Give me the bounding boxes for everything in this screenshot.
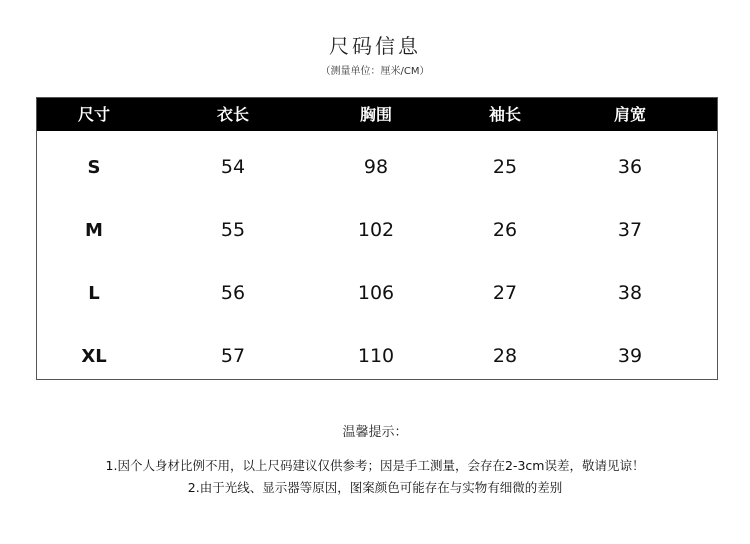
table-row <box>37 325 717 388</box>
tip-note: 1.因个人身材比例不用，以上尺码建议仅供参考；因是手工测量，会存在2-3cm误差，敬请见谅！ <box>105 458 645 473</box>
header-chest: 胸围 <box>359 105 392 124</box>
cell-chest: 110 <box>357 345 395 367</box>
cell-size: M <box>85 220 103 241</box>
cell-chest: 106 <box>357 282 395 304</box>
cell-size: S <box>87 157 101 178</box>
page-title: 尺码信息 <box>329 34 421 58</box>
tip-note: 2.由于光线、显示器等原因，图案颜色可能存在与实物有细微的差别 <box>187 480 563 495</box>
header-size: 尺寸 <box>77 105 110 124</box>
header-sleeve: 袖长 <box>488 105 521 124</box>
measurement-unit-note: （测量单位：厘米/CM） <box>320 66 430 77</box>
cell-shoulder: 38 <box>617 282 643 304</box>
cell-length: 57 <box>220 345 246 367</box>
table-row <box>37 262 717 325</box>
cell-shoulder: 39 <box>617 345 643 367</box>
cell-size: L <box>88 283 100 304</box>
size-chart-table <box>36 97 718 380</box>
cell-sleeve: 27 <box>492 282 518 304</box>
table-row <box>37 199 717 262</box>
cell-size: XL <box>81 346 107 367</box>
cell-chest: 98 <box>363 156 389 178</box>
cell-shoulder: 36 <box>617 156 643 178</box>
header-length: 衣长 <box>216 105 249 124</box>
cell-length: 54 <box>220 156 246 178</box>
cell-sleeve: 28 <box>492 345 518 367</box>
table-header <box>37 98 717 131</box>
cell-length: 56 <box>220 282 246 304</box>
cell-shoulder: 37 <box>617 219 643 241</box>
cell-sleeve: 26 <box>492 219 518 241</box>
table-row <box>37 136 717 199</box>
cell-length: 55 <box>220 219 246 241</box>
tips-heading: 温馨提示： <box>342 425 408 440</box>
header-shoulder: 肩宽 <box>613 105 646 124</box>
cell-chest: 102 <box>357 219 395 241</box>
cell-sleeve: 25 <box>492 156 518 178</box>
